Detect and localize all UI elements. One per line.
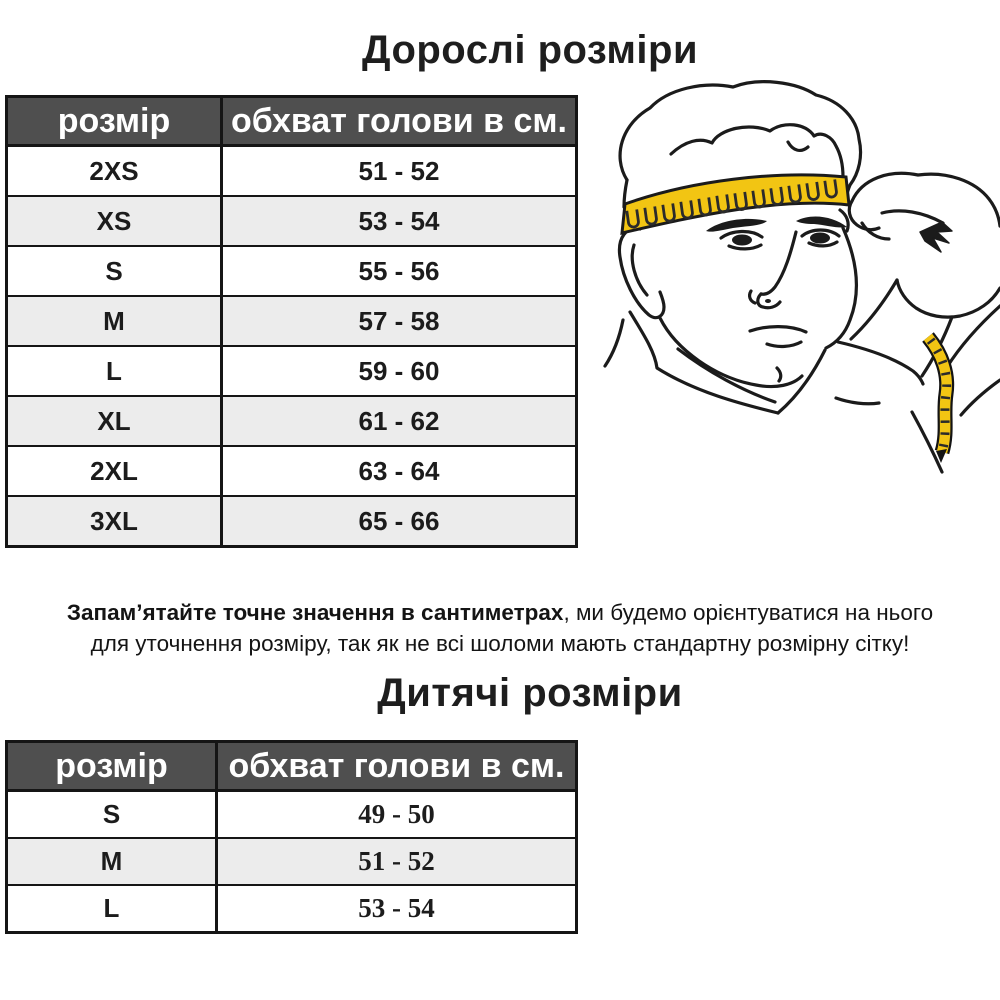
circumference-column-header: обхват голови в см. [222, 97, 577, 146]
size-cell: S [7, 791, 217, 839]
cm-cell: 51 - 52 [217, 838, 577, 885]
cm-cell: 63 - 64 [222, 446, 577, 496]
note-line1-rest: , ми будемо орієнтуватися на нього [563, 600, 934, 625]
table-row [7, 146, 577, 197]
adult-size-table [5, 95, 578, 548]
table-row [7, 396, 577, 446]
table-row [7, 296, 577, 346]
note-line2: для уточнення розміру, так як не всі шоломи мають стандартну розмірну сітку! [90, 631, 910, 656]
size-cell: L [7, 346, 222, 396]
cm-cell: 57 - 58 [222, 296, 577, 346]
cm-cell: 61 - 62 [222, 396, 577, 446]
head-outline [605, 82, 942, 472]
raised-hand [840, 173, 1000, 376]
note-text [0, 597, 1000, 659]
hanging-tape [928, 337, 947, 463]
size-cell: XL [7, 396, 222, 446]
cm-cell: 53 - 54 [222, 196, 577, 246]
table-row [7, 196, 577, 246]
size-column-header: розмір [7, 742, 217, 791]
size-cell: 2XS [7, 146, 222, 197]
adult-sizes-title: Дорослі розміри [361, 28, 699, 72]
size-cell: XS [7, 196, 222, 246]
cm-cell: 65 - 66 [222, 496, 577, 547]
table-row [7, 246, 577, 296]
size-column-header: розмір [7, 97, 222, 146]
note-bold-text: Запам’ятайте точне значення в сантиметрах [66, 600, 564, 625]
cm-cell: 51 - 52 [222, 146, 577, 197]
size-cell: S [7, 246, 222, 296]
cm-cell: 49 - 50 [217, 791, 577, 839]
table-row [7, 838, 577, 885]
size-cell: L [7, 885, 217, 933]
size-cell: M [7, 838, 217, 885]
table-row [7, 885, 577, 933]
table-row [7, 791, 577, 839]
lower-hand [945, 306, 1000, 415]
measuring-illustration [600, 80, 1000, 590]
cm-cell: 59 - 60 [222, 346, 577, 396]
kids-sizes-title: Дитячі розміри [377, 671, 683, 715]
kids-size-table [5, 740, 578, 934]
table-row [7, 496, 577, 547]
size-cell: M [7, 296, 222, 346]
cm-cell: 53 - 54 [217, 885, 577, 933]
size-cell: 3XL [7, 496, 222, 547]
table-row [7, 446, 577, 496]
table-header-row [7, 742, 577, 791]
table-header-row [7, 97, 577, 146]
table-row [7, 346, 577, 396]
size-cell: 2XL [7, 446, 222, 496]
circumference-column-header: обхват голови в см. [217, 742, 577, 791]
cm-cell: 55 - 56 [222, 246, 577, 296]
